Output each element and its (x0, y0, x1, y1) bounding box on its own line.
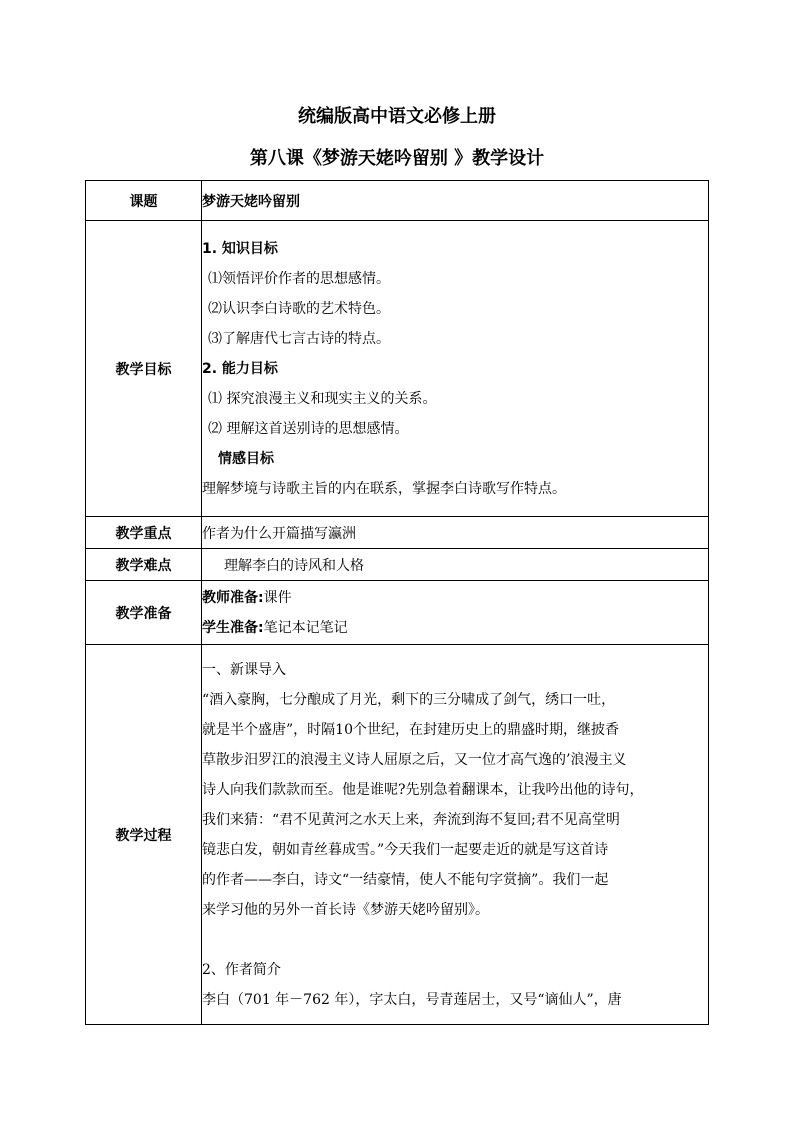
process-line: 来学习他的另外一首长诗《梦游天姥吟留别》。 (202, 901, 489, 918)
process-line: “酒入豪胸，七分酿成了月光，剩下的三分啸成了剑气，绣口一吐， (202, 691, 616, 708)
process-line: 诗人向我们款款而至。他是谁呢?先别急着翻课本，让我吟出他的诗句， (202, 781, 644, 798)
process-line: 镜悲白发，朝如青丝暮成雪。”今天我们一起要走近的就是写这首诗 (202, 841, 609, 858)
knowledge-item: ⑵认识李白诗歌的艺术特色。 (208, 300, 390, 317)
knowledge-item: ⑶了解唐代七言古诗的特点。 (208, 330, 390, 347)
ability-item: ⑴ 探究浪漫主义和现实主义的关系。 (208, 390, 437, 407)
process-label: 教学过程 (86, 645, 202, 1025)
difficulty-value: 理解李白的诗风和人格 (202, 549, 709, 581)
process-line: 草散步汨罗江的浪漫主义诗人屈原之后，又一位才高气逸的’浪漫主义 (202, 751, 627, 768)
key-point-label: 教学重点 (86, 517, 202, 549)
emotion-heading: 情感目标 (218, 450, 274, 467)
process-content (202, 645, 709, 1025)
key-point-value: 作者为什么开篇描写瀛洲 (202, 517, 709, 549)
topic-label: 课题 (86, 181, 202, 221)
teacher-prep-label: 教师准备: (202, 589, 264, 606)
student-prep-value: 笔记本记笔记 (263, 619, 348, 636)
emotion-text: 理解梦境与诗歌主旨的内在联系，掌握李白诗歌写作特点。 (202, 480, 566, 497)
goals-label: 教学目标 (86, 221, 202, 517)
lesson-plan-table (85, 180, 709, 1025)
row-key-point (86, 517, 709, 549)
preparation-content (202, 581, 709, 645)
ability-heading: 2. 能力目标 (202, 360, 278, 377)
topic-value: 梦游天姥吟留别 (202, 181, 709, 221)
row-process (86, 645, 709, 1025)
process-section-title: 一、新课导入 (202, 661, 286, 678)
student-prep (202, 613, 708, 643)
blank-line (202, 925, 708, 955)
goals-content (202, 221, 709, 517)
student-prep-label: 学生准备: (202, 619, 264, 636)
teacher-prep (202, 583, 708, 613)
process-line: 李白（701 年－762 年），字太白，号青莲居士，又号“谪仙人”，唐 (202, 991, 622, 1008)
difficulty-label: 教学难点 (86, 549, 202, 581)
process-section-title: 2、作者简介 (202, 961, 281, 978)
teacher-prep-value: 课件 (263, 589, 292, 606)
ability-item: ⑵ 理解这首送别诗的思想感情。 (208, 420, 409, 437)
row-topic (86, 181, 709, 221)
row-goals (86, 221, 709, 517)
knowledge-heading: 1. 知识目标 (202, 240, 278, 257)
document-subtitle: 第八课《梦游天姥吟留别 》教学设计 (249, 148, 545, 169)
process-line: 就是半个盛唐”，时隔10个世纪，在封建历史上的鼎盛时期，继披香 (202, 721, 619, 738)
row-difficulty (86, 549, 709, 581)
document-title: 统编版高中语文必修上册 (298, 106, 496, 127)
knowledge-item: ⑴领悟评价作者的思想感情。 (208, 270, 390, 287)
preparation-label: 教学准备 (86, 581, 202, 645)
process-line: 我们来猜：“君不见黄河之水天上来，奔流到海不复回;君不见高堂明 (202, 811, 620, 828)
row-preparation (86, 581, 709, 645)
process-line: 的作者——李白，诗文“一结豪情，使人不能句字赏摘”。我们一起 (202, 871, 609, 888)
